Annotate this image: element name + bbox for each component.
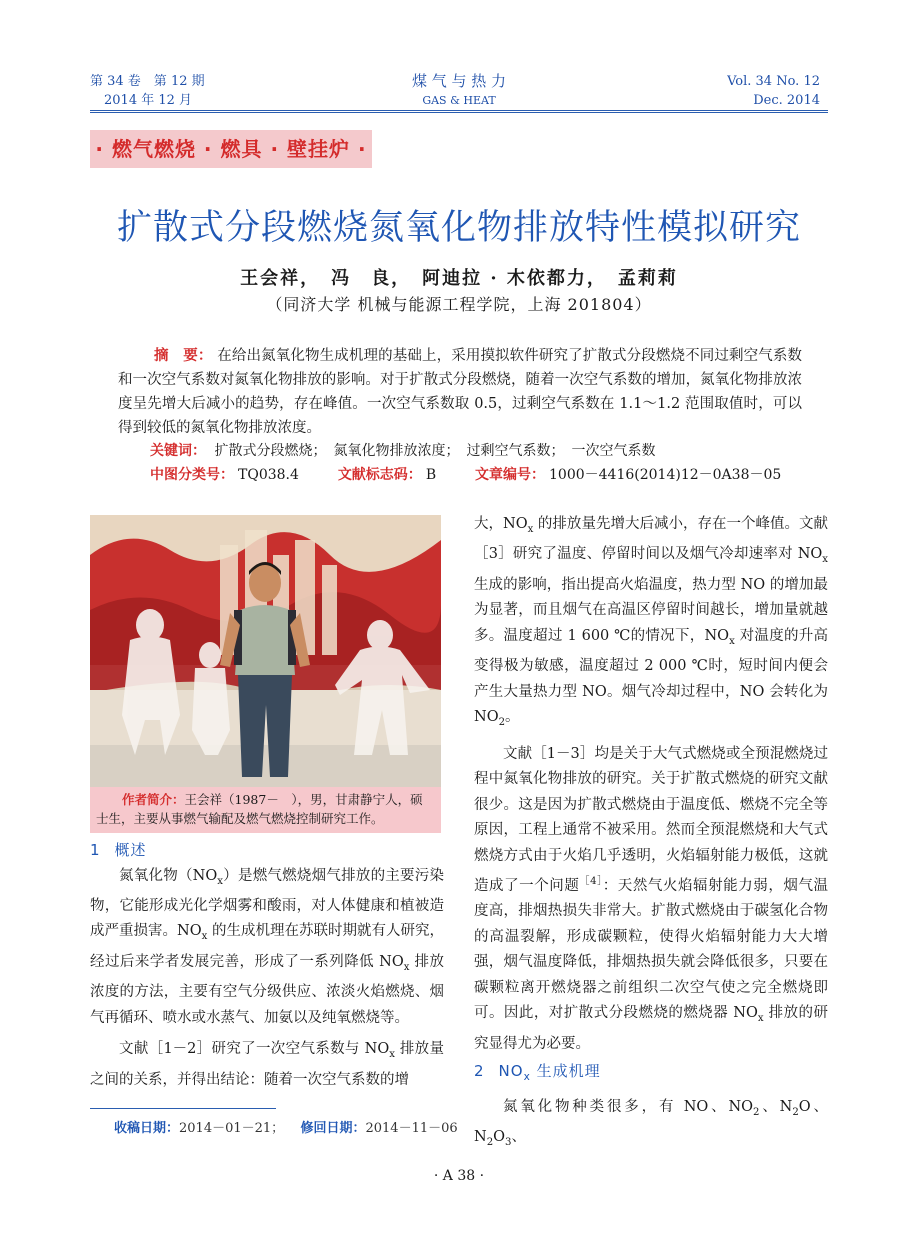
clc-label: 中图分类号： [150,467,234,483]
header-rule-2 [90,112,828,113]
keywords-text: 扩散式分段燃烧； 氮氧化物排放浓度； 过剩空气系数； 一次空气系数 [214,443,656,459]
keywords-label: 关键词： [150,443,206,459]
right-column [474,512,828,1156]
section-2-paragraph-1: 氮氧化物种类很多，有 NO、$NO_2$、$N_2O$、$N_2O_3$、 [474,1098,828,1149]
journal-name: 煤 气 与 热 力 GAS & HEAT [411,72,507,107]
clc-value: TQ038.4 [238,467,299,483]
right-paragraph-1: 大，$NO_x$ 的排放量先增大后减小，存在一个峰值。文献［3］研究了温度、停留时间以及烟气冷却速率对 $NO_x$ 生成的影响，指出提高火焰温度，热力型 NO 的增加最为显著，而且烟气在高温区停留时间越长，增加量就越多。温度超过 1 600 ℃的情况下，$NO_x$ 对温度的升高变得极为敏感，温度超过 2 000 ℃时，短时间内便会产生大量热力型 NO。烟气冷却过程中，NO 会转化为 $NO_2$。 [474,516,829,729]
abstract-label: 摘 要： [154,348,213,364]
keywords [150,440,655,462]
header-rule [90,110,828,111]
journal-volume-en: Vol. 34 No. 12 Dec. 2014 [727,74,820,108]
revised-label: 修回日期： [300,1121,366,1136]
section-2-number: 2 [474,1062,485,1081]
section-2-heading: 2 $NO_x$ 生成机理 [474,1062,601,1084]
right-paragraph-2: 文献［1－3］均是关于大气式燃烧或全预混燃烧过程中氮氧化物排放的研究。关于扩散式燃烧的研究文献很少。这是因为扩散式燃烧由于温度低、燃烧不完全等原因，工程上通常不被采用。然而全预混燃烧和大气式燃烧方式由于火焰几乎透明，火焰辐射能力极低，这就造成了一个问题$^{[4]}$：天然气火焰辐射能力弱，烟气温度高，排烟热损失非常大。扩散式燃烧由于碳氢化合物的高温裂解，形成碳颗粒，使得火焰辐射能力大大增强，烟气温度降低，排烟热损失就会降低很多，只要在碳颗粒离开燃烧器之前组织二次空气使之完全燃烧即可。因此，对扩散式分段燃烧的燃烧器 $NO_x$ 排放的研究显得尤为必要。 [474,745,829,1052]
footnote-rule [90,1108,276,1109]
affiliation: （同济大学 机械与能源工程学院，上海 201804） [266,295,652,314]
authors: 王会祥， 冯 良， 阿迪拉 · 木依都力， 孟莉莉 [240,268,678,289]
revised-date: 2014－11－06 [365,1121,458,1136]
column-banner: · 燃气燃烧 · 燃具 · 壁挂炉 · [90,130,372,168]
section-1-paragraph-1: 氮氧化物$(NO_x)$是燃气燃烧烟气排放的主要污染物，它能形成光化学烟雾和酸雨，对人体健康和植被造成严重损害。$NO_x$ 的生成机理在苏联时期就有人研究，经过后来学者发展完善，形成了一系列降低 $NO_x$ 排放浓度的方法，主要有空气分级供应、浓淡火焰燃烧、烟气再循环、喷水或水蒸气、加氨以及纯氧燃烧等。 [90,867,445,1026]
page-number: · A 38 · [433,1168,485,1184]
article-no-label: 文章编号： [475,467,546,483]
classification [150,464,781,486]
doc-code-value: B [425,467,437,483]
abstract [118,344,802,440]
article-no-value: 1000－4416(2014)12－0A38－05 [549,467,782,483]
section-1-paragraph-2: 文献［1－2］研究了一次空气系数与 $NO_x$ 排放量之间的关系，并得出结论：随着一次空气系数的增 [90,1041,444,1088]
author-bio-text: 王会祥（1987－ ），男，甘肃静宁人，硕士生，主要从事燃气输配及燃气燃烧控制研究工作。 [96,792,423,826]
received-label: 收稿日期： [114,1121,180,1136]
paper-title: 扩散式分段燃烧氮氧化物排放特性模拟研究 [116,208,801,248]
section-1-heading [90,838,444,864]
received-date: 2014－01－21； [179,1121,285,1136]
journal-volume-issue: 第 34 卷 第 12 期 2014 年 12 月 [90,74,205,108]
footnote-dates [114,1117,458,1136]
section-1-title: 概述 [114,841,147,859]
section-1-number: 1 [90,841,101,859]
left-column [90,838,444,1093]
author-photo [90,515,441,787]
author-bio-label: 作者简介： [122,792,185,807]
abstract-text: 在给出氮氧化物生成机理的基础上，采用摸拟软件研究了扩散式分段燃烧不同过剩空气系数和一次空气系数对氮氧化物排放的影响。对于扩散式分段燃烧，随着一次空气系数的增加，氮氧化物排放浓度呈先增大后减小的趋势，存在峰值。一次空气系数取 0.5，过剩空气系数在 1.1～1.2 范围取值时，可以得到较低的氮氧化物排放浓度。 [118,348,803,436]
doc-code-label: 文献标志码： [337,467,422,483]
author-bio [90,787,441,833]
